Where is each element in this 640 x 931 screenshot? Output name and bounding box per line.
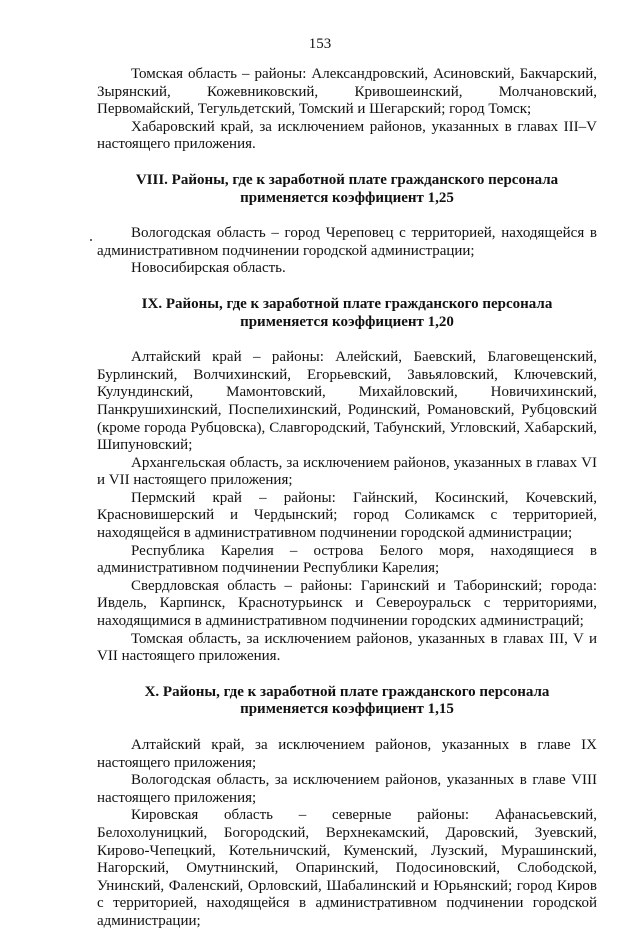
section-heading-line: X. Районы, где к заработной плате гражданского персонала	[144, 683, 550, 700]
paragraph: Хабаровский край, за исключением районов, указанных в главах III–V настоящего приложения.	[97, 118, 597, 153]
section-heading-line: применяется коэффициент 1,15	[240, 701, 454, 718]
paragraph: Свердловская область – районы: Гаринский и Таборинский; города: Ивдель, Карпинск, Краснотурьинск и Североуральск с территориями, находящимися в административном подчинении городских администраций;	[97, 577, 597, 630]
paragraph: Алтайский край – районы: Алейский, Баевский, Благовещенский, Бурлинский, Волчихинский, Егорьевский, Завьяловский, Ключевский, Кулундинский, Мамонтовский, Михайловский, Новичихинский, Панкрушихинский, Поспелихинский, Родинский, Романовский, Рубцовский (кроме города Рубцовска), Славгородский, Табунский, Угловский, Хабарский, Шипуновский;	[97, 349, 597, 454]
paragraph: Алтайский край, за исключением районов, указанных в главе IX настоящего приложения;	[97, 737, 597, 771]
paragraph: Новосибирская область.	[131, 260, 286, 277]
paragraph: Республика Карелия – острова Белого моря, находящиеся в административном подчинении Республики Карелия;	[97, 542, 597, 577]
paragraph: Пермский край – районы: Гайнский, Косинский, Кочевский, Красновишерский и Чердынский; город Соликамск с территорией, находящейся в административном подчинении городской администрации;	[97, 489, 597, 542]
section-heading-line: применяется коэффициент 1,20	[240, 313, 454, 330]
paragraph: Архангельская область, за исключением районов, указанных в главах VI и VII настоящего приложения;	[97, 454, 597, 489]
scan-speck	[90, 239, 92, 241]
paragraph: Вологодская область – город Череповец с территорией, находящейся в административном подчинении городской администрации;	[97, 225, 597, 259]
document-body	[97, 66, 597, 931]
paragraph: Томская область – районы: Александровский, Асиновский, Бакчарский, Зырянский, Кожевниковский, Кривошеинский, Молчановский, Первомайский, Тегульдетский, Томский и Шегарский; город Томск;	[97, 66, 597, 118]
section-heading-line: IX. Районы, где к заработной плате гражданского персонала	[141, 295, 553, 312]
page-number: 153	[308, 36, 332, 52]
section-heading-line: VIII. Районы, где к заработной плате гражданского персонала	[135, 171, 559, 188]
paragraph: Кировская область – северные районы: Афанасьевский, Белохолуницкий, Богородский, Верхнекамский, Даровский, Зуевский, Кирово-Чепецкий, Котельничский, Куменский, Лузский, Мурашинский, Нагорский, Омутнинский, Опаринский, Подосиновский, Слободской, Унинский, Фаленский, Орловский, Шабалинский и Юрьянский; город Киров с территорией, находящейся в административном подчинении городской администрации;	[97, 807, 597, 929]
section-heading-line: применяется коэффициент 1,25	[240, 189, 454, 206]
paragraph: Вологодская область, за исключением районов, указанных в главе VIII настоящего приложения;	[97, 772, 597, 806]
paragraph: Томская область, за исключением районов, указанных в главах III, V и VII настоящего приложения.	[97, 630, 597, 665]
section-heading-viii	[97, 172, 597, 207]
section-heading-ix	[97, 296, 597, 331]
section-heading-x	[97, 684, 597, 719]
